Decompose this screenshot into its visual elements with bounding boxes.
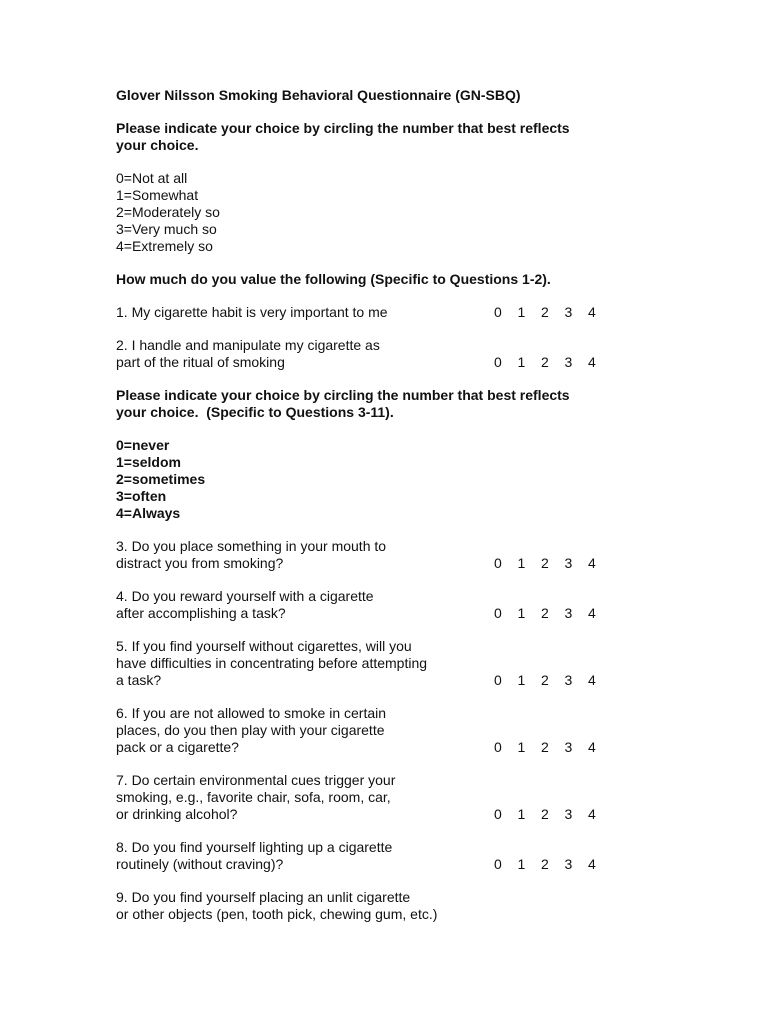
choice-2[interactable]: 2 bbox=[541, 555, 549, 571]
answer-scale bbox=[494, 304, 612, 321]
choice-3[interactable]: 3 bbox=[564, 354, 573, 370]
choice-2[interactable]: 2 bbox=[541, 304, 549, 320]
answer-scale bbox=[494, 354, 612, 371]
question-4: 4. Do you reward yourself with a cigarette after accomplishing a task? 0 1 2 3 4 bbox=[116, 588, 736, 622]
question-3: 3. Do you place something in your mouth to distract you from smoking? 0 1 2 3 4 bbox=[116, 538, 736, 572]
choice-1[interactable]: 1 bbox=[517, 806, 526, 822]
choice-4[interactable]: 4 bbox=[588, 605, 596, 621]
choice-3[interactable]: 3 bbox=[564, 555, 573, 571]
choice-2[interactable]: 2 bbox=[541, 739, 549, 755]
choice-3[interactable]: 3 bbox=[564, 856, 573, 872]
choice-4[interactable]: 4 bbox=[588, 354, 596, 370]
choice-3[interactable]: 3 bbox=[564, 605, 573, 621]
choice-0[interactable]: 0 bbox=[494, 739, 502, 755]
choice-0[interactable]: 0 bbox=[494, 605, 502, 621]
choice-0[interactable]: 0 bbox=[494, 304, 502, 320]
choice-2[interactable]: 2 bbox=[541, 856, 549, 872]
choice-1[interactable]: 1 bbox=[517, 304, 526, 320]
choice-4[interactable]: 4 bbox=[588, 739, 596, 755]
answer-scale bbox=[494, 806, 612, 823]
answer-scale bbox=[494, 555, 612, 572]
question-9: 9. Do you find yourself placing an unlit cigarette or other objects (pen, tooth pick, chewing gum, etc.) bbox=[116, 889, 438, 922]
questionnaire-page bbox=[116, 87, 736, 939]
choice-3[interactable]: 3 bbox=[564, 739, 573, 755]
choice-1[interactable]: 1 bbox=[517, 555, 526, 571]
question-7: 7. Do certain environmental cues trigger your smoking, e.g., favorite chair, sofa, room, car, or drinking alcohol? 0 1 2 3 4 bbox=[116, 772, 736, 823]
answer-scale bbox=[494, 739, 612, 756]
choice-0[interactable]: 0 bbox=[494, 354, 502, 370]
instruction-1: Please indicate your choice by circling the number that best reflects your choice. bbox=[116, 120, 570, 153]
choice-0[interactable]: 0 bbox=[494, 806, 502, 822]
answer-scale bbox=[494, 605, 612, 622]
answer-scale bbox=[494, 856, 612, 873]
choice-3[interactable]: 3 bbox=[564, 672, 573, 688]
question-8: 8. Do you find yourself lighting up a cigarette routinely (without craving)? 0 1 2 3 4 bbox=[116, 839, 736, 873]
choice-2[interactable]: 2 bbox=[541, 672, 549, 688]
choice-2[interactable]: 2 bbox=[541, 605, 549, 621]
choice-3[interactable]: 3 bbox=[564, 806, 573, 822]
choice-1[interactable]: 1 bbox=[517, 856, 526, 872]
section-1-heading: How much do you value the following (Specific to Questions 1-2). bbox=[116, 271, 551, 287]
choice-1[interactable]: 1 bbox=[517, 605, 526, 621]
choice-0[interactable]: 0 bbox=[494, 856, 502, 872]
answer-scale bbox=[494, 672, 612, 689]
choice-4[interactable]: 4 bbox=[588, 672, 596, 688]
instruction-2: Please indicate your choice by circling the number that best reflects your choice. (Specific to Questions 3-11). bbox=[116, 387, 570, 420]
question-5: 5. If you find yourself without cigarettes, will you have difficulties in concentrating before attempting a task? 0 1 2 3 4 bbox=[116, 638, 736, 689]
question-1: 1. My cigarette habit is very important to me 0 1 2 3 4 bbox=[116, 304, 736, 321]
choice-1[interactable]: 1 bbox=[517, 354, 526, 370]
question-6: 6. If you are not allowed to smoke in certain places, do you then play with your cigarette pack or a cigarette? 0 1 2 3 4 bbox=[116, 705, 736, 756]
choice-4[interactable]: 4 bbox=[588, 304, 596, 320]
document-title: Glover Nilsson Smoking Behavioral Questionnaire (GN-SBQ) bbox=[116, 87, 521, 103]
choice-4[interactable]: 4 bbox=[588, 856, 596, 872]
choice-4[interactable]: 4 bbox=[588, 806, 596, 822]
choice-2[interactable]: 2 bbox=[541, 354, 549, 370]
choice-0[interactable]: 0 bbox=[494, 672, 502, 688]
choice-4[interactable]: 4 bbox=[588, 555, 596, 571]
choice-3[interactable]: 3 bbox=[564, 304, 573, 320]
choice-1[interactable]: 1 bbox=[517, 672, 526, 688]
legend-frequency-scale: 0=never 1=seldom 2=sometimes 3=often 4=Always bbox=[116, 437, 206, 521]
choice-0[interactable]: 0 bbox=[494, 555, 502, 571]
question-2: 2. I handle and manipulate my cigarette as part of the ritual of smoking 0 1 2 3 4 bbox=[116, 337, 736, 371]
choice-2[interactable]: 2 bbox=[541, 806, 549, 822]
legend-value-scale: 0=Not at all 1=Somewhat 2=Moderately so 3=Very much so 4=Extremely so bbox=[116, 170, 220, 254]
choice-1[interactable]: 1 bbox=[517, 739, 526, 755]
